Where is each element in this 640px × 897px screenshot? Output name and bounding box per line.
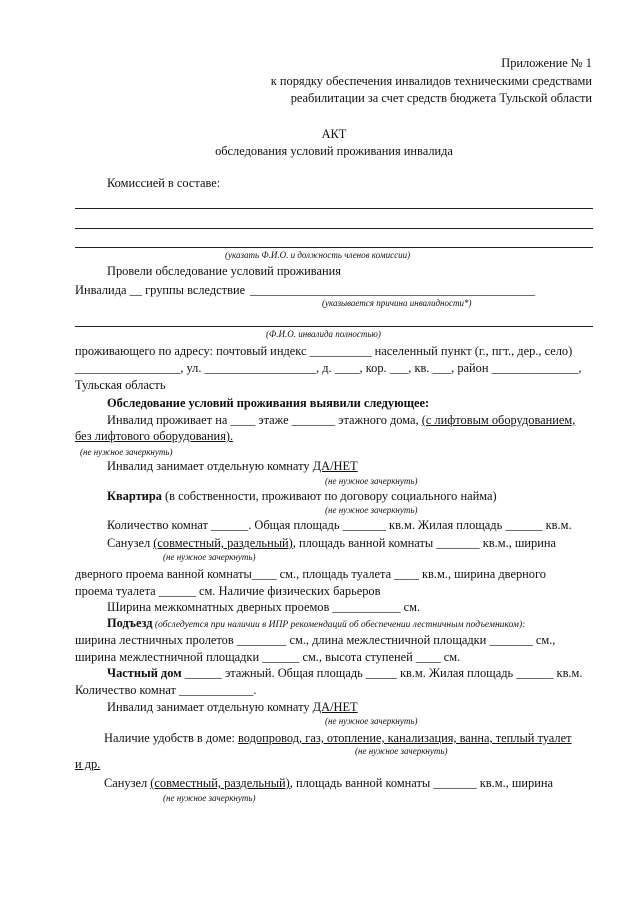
separate-room-yes-no[interactable]: ДА/НЕТ bbox=[312, 459, 358, 473]
floor-line bbox=[107, 413, 575, 428]
bathroom-area-2: , площадь ванной комнаты _______ кв.м., ширина bbox=[289, 776, 553, 790]
bathroom-line bbox=[107, 536, 556, 551]
blank-line-3[interactable] bbox=[75, 247, 593, 248]
bathroom-type-option[interactable]: (совместный, раздельный) bbox=[153, 536, 293, 550]
rooms-count-line: Количество комнат ______. Общая площадь _______ кв.м. Жилая площадь ______ кв.м. bbox=[107, 518, 572, 532]
apartment-label: Квартира bbox=[107, 489, 162, 503]
bathroom-label-2: Санузел bbox=[104, 776, 151, 790]
survey-line: Провели обследование условий проживания bbox=[107, 264, 341, 278]
entrance-label: Подъезд bbox=[107, 616, 153, 630]
floor-text: Инвалид проживает на ____ этаже _______ этажного дома, bbox=[107, 413, 422, 427]
findings-heading: Обследование условий проживания выявили следующее: bbox=[107, 396, 430, 410]
appendix-number: Приложение № 1 bbox=[501, 56, 592, 70]
stairs-line-1: ширина лестничных пролетов ________ см., длина межлестничной площадки _______ см., bbox=[75, 633, 556, 647]
commission-label: Комиссией в составе: bbox=[107, 176, 221, 190]
invalid-cause-field[interactable]: ______________________________________________ bbox=[250, 283, 535, 297]
amenities-label: Наличие удобств в доме: bbox=[104, 731, 239, 745]
strike-note-7: (не нужное зачеркнуть) bbox=[163, 793, 256, 803]
private-house-label: Частный дом bbox=[107, 666, 182, 680]
bathroom-type-option-2[interactable]: (совместный, раздельный) bbox=[150, 776, 290, 790]
strike-note-3: (не нужное зачеркнуть) bbox=[325, 505, 418, 515]
bathroom-label: Санузел bbox=[107, 536, 154, 550]
separate-room-label: Инвалид занимает отдельную комнату bbox=[107, 459, 313, 473]
address-line-1: проживающего по адресу: почтовый индекс __________ населенный пункт (г., пгт., дер., село) bbox=[75, 344, 573, 358]
separate-room-line-2 bbox=[107, 700, 358, 715]
amenities-line bbox=[104, 731, 572, 746]
no-lift-option[interactable]: без лифтового оборудования). bbox=[75, 429, 234, 443]
header-line-2: реабилитации за счет средств бюджета Тульской области bbox=[290, 91, 592, 105]
fio-note: (Ф.И.О. инвалида полностью) bbox=[266, 329, 381, 339]
fio-blank-line[interactable] bbox=[75, 326, 593, 327]
amenities-etc[interactable]: и др. bbox=[75, 757, 101, 771]
entrance-line bbox=[107, 616, 525, 633]
door-line-2: проема туалета ______ см. Наличие физических барьеров bbox=[75, 584, 381, 598]
address-line-2: _________________, ул. __________________, д. ____, кор. ___, кв. ___, район ______________, bbox=[75, 361, 582, 375]
separate-room-label-2: Инвалид занимает отдельную комнату bbox=[107, 700, 313, 714]
door-line-1: дверного проема ванной комнаты____ см., площадь туалета ____ кв.м., ширина дверного bbox=[75, 567, 546, 581]
separate-room-yes-no-2[interactable]: ДА/НЕТ bbox=[312, 700, 358, 714]
blank-line-2[interactable] bbox=[75, 228, 593, 229]
header-line-1: к порядку обеспечения инвалидов техническими средствами bbox=[270, 74, 592, 88]
interior-doors-line: Ширина межкомнатных дверных проемов ___________ см. bbox=[107, 600, 421, 614]
blank-line-1[interactable] bbox=[75, 208, 593, 209]
house-rooms-line: Количество комнат ____________. bbox=[75, 683, 257, 697]
apartment-ownership: (в собственности, проживают по договору социального найма) bbox=[161, 489, 497, 503]
private-house-area: ______ этажный. Общая площадь _____ кв.м. Жилая площадь ______ кв.м. bbox=[181, 666, 583, 680]
apartment-line bbox=[107, 489, 497, 504]
bathroom-area: , площадь ванной комнаты _______ кв.м., ширина bbox=[292, 536, 556, 550]
invalid-group-label: Инвалида __ группы вследствие bbox=[75, 283, 246, 297]
entrance-note: (обследуется при наличии в ИПР рекомендаций об обеспечении лестничным подъемником): bbox=[152, 620, 526, 630]
strike-note-6: (не нужное зачеркнуть) bbox=[355, 746, 448, 756]
amenities-options[interactable]: водопровод, газ, отопление, канализация, ванна, теплый туалет bbox=[238, 731, 572, 745]
separate-room-line bbox=[107, 459, 358, 474]
strike-note-1: (не нужное зачеркнуть) bbox=[80, 447, 173, 457]
strike-note-5: (не нужное зачеркнуть) bbox=[325, 716, 418, 726]
stairs-line-2: ширина межлестничной площадки ______ см., высота ступеней ____ см. bbox=[75, 650, 461, 664]
strike-note-2: (не нужное зачеркнуть) bbox=[325, 476, 418, 486]
strike-note-4: (не нужное зачеркнуть) bbox=[163, 552, 256, 562]
cause-note: (указывается причина инвалидности*) bbox=[322, 298, 472, 308]
document-title: АКТ bbox=[321, 127, 347, 141]
commission-note: (указать Ф.И.О. и должность членов комиссии) bbox=[225, 250, 411, 260]
document-subtitle: обследования условий проживания инвалида bbox=[215, 144, 453, 158]
region-line: Тульская область bbox=[75, 378, 166, 392]
bathroom-line-2 bbox=[104, 776, 553, 791]
lift-option[interactable]: (с лифтовым оборудованием, bbox=[421, 413, 576, 427]
private-house-line bbox=[107, 666, 582, 681]
